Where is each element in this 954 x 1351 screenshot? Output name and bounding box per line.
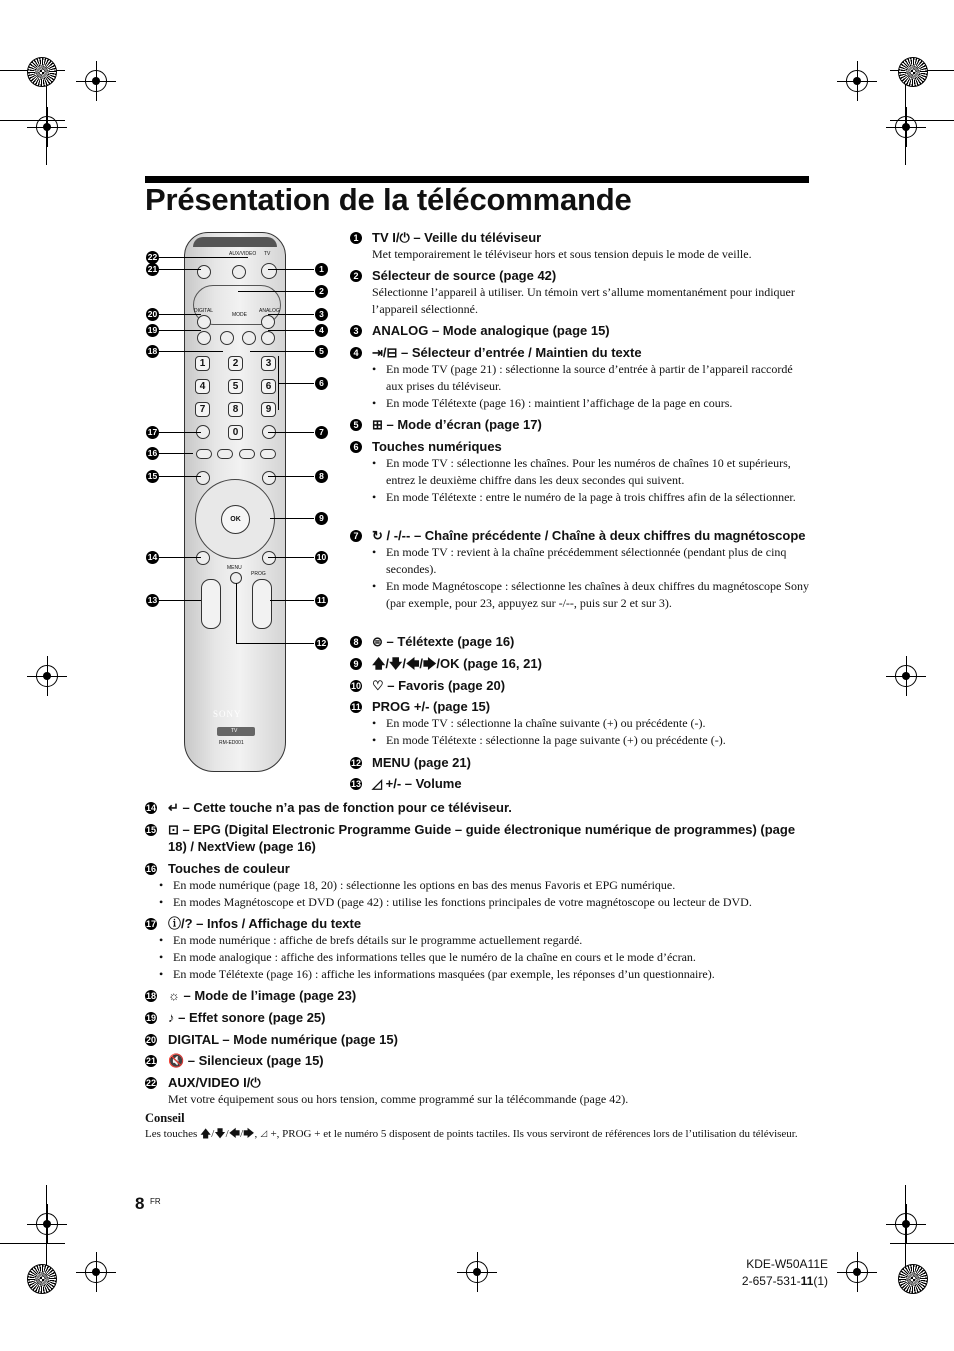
digit-key[interactable]: 9 bbox=[261, 402, 276, 417]
entry-number: 7 bbox=[350, 530, 362, 542]
entry-number: 18 bbox=[145, 991, 156, 1001]
entry-8 bbox=[350, 633, 810, 650]
tip-title: Conseil bbox=[145, 1111, 185, 1125]
remote-label-digital: DIGITAL bbox=[194, 308, 214, 314]
mute-button[interactable] bbox=[197, 265, 211, 279]
entry-heading: Touches numériques bbox=[372, 439, 502, 454]
entry-number: 3 bbox=[350, 325, 362, 337]
entry-20 bbox=[145, 1031, 810, 1048]
callout: 10 bbox=[316, 552, 327, 562]
entry-heading: ↻ / -/-- – Chaîne précédente / Chaîne à deux chiffres du magnétoscope bbox=[372, 528, 806, 543]
remote-label-tv: TV bbox=[264, 251, 271, 257]
entry-bullet: • En mode numérique (page 18, 20) : sélectionne les options en bas des menus Favoris et EPG numérique. bbox=[159, 877, 810, 894]
entry-number: 1 bbox=[350, 232, 362, 244]
entry-number: 10 bbox=[350, 681, 361, 691]
part-code-bold: 11 bbox=[800, 1274, 814, 1288]
callout: 8 bbox=[315, 470, 328, 483]
registration-mark-icon bbox=[846, 1261, 868, 1283]
entry-bullet: • En mode Télétexte : sélectionne la page suivante (+) ou précédente (-). bbox=[372, 732, 810, 749]
callout: 2 bbox=[315, 285, 328, 298]
entry-21 bbox=[145, 1052, 810, 1069]
entry-number: 13 bbox=[350, 779, 361, 789]
remote-tv-badge bbox=[217, 727, 255, 736]
tip-text: Les touches 🡅/🡇/🡄/🡆, ◿ +, PROG + et le numéro 5 disposent de points tactiles. Ils vous serviront de références lors de l’utilisation du téléviseur. bbox=[145, 1128, 798, 1140]
volume-rocker[interactable] bbox=[201, 579, 221, 629]
entry-number: 16 bbox=[145, 864, 156, 874]
callout: 7 bbox=[315, 426, 328, 439]
callout: 13 bbox=[147, 595, 158, 605]
callout: 5 bbox=[315, 345, 328, 358]
entry-9 bbox=[350, 655, 810, 672]
navigation-pad[interactable] bbox=[195, 479, 275, 559]
entry-heading: PROG +/- (page 15) bbox=[372, 699, 491, 714]
entry-1 bbox=[350, 229, 810, 263]
page-language: FR bbox=[150, 1197, 161, 1206]
screen-mode-button[interactable] bbox=[242, 331, 256, 345]
model-info bbox=[742, 1256, 828, 1290]
registration-mark-icon bbox=[895, 1213, 917, 1235]
teletext-button[interactable] bbox=[262, 471, 276, 485]
callout: 14 bbox=[147, 552, 158, 562]
registration-mark-icon bbox=[466, 1261, 488, 1283]
entry-15 bbox=[145, 821, 810, 855]
entry-heading: ANALOG – Mode analogique (page 15) bbox=[372, 323, 610, 338]
entry-2 bbox=[350, 267, 810, 318]
entry-heading: Sélecteur de source (page 42) bbox=[372, 268, 557, 283]
digital-button[interactable] bbox=[197, 315, 211, 329]
entry-number: 21 bbox=[145, 1056, 156, 1066]
entry-19 bbox=[145, 1009, 810, 1026]
registration-star-icon bbox=[898, 57, 928, 87]
entry-13 bbox=[350, 775, 810, 792]
auxvideo-power-button[interactable] bbox=[232, 265, 246, 279]
digit-key[interactable]: 1 bbox=[195, 356, 210, 371]
entry-heading: ↵ – Cette touche n’a pas de fonction pour ce téléviseur. bbox=[168, 800, 512, 815]
model-name: KDE-W50A11E bbox=[746, 1257, 828, 1271]
entry-heading: DIGITAL – Mode numérique (page 15) bbox=[168, 1032, 398, 1047]
entry-body: Met votre équipement sous ou hors tension, comme programmé sur la télécommande (page 42). bbox=[168, 1092, 629, 1106]
callout: 3 bbox=[315, 308, 328, 321]
digit-key[interactable]: 2 bbox=[228, 356, 243, 371]
entry-number: 8 bbox=[350, 636, 362, 648]
color-key-yellow[interactable] bbox=[239, 449, 255, 459]
entry-bullet: • En mode TV : sélectionne les chaînes. Pour les numéros de chaînes 10 et supérieurs, entrez le deuxième chiffre dans les deux secondes qui suivent. bbox=[372, 455, 810, 489]
remote-label-auxvideo: AUX/VIDEO bbox=[229, 251, 257, 257]
callout: 9 bbox=[315, 512, 328, 525]
entry-number: 5 bbox=[350, 419, 362, 431]
remote-label-mode: MODE bbox=[232, 312, 247, 318]
page-title: Présentation de la télécommande bbox=[145, 182, 632, 217]
entry-heading: ⊜ – Télétexte (page 16) bbox=[372, 634, 515, 649]
registration-mark-icon bbox=[85, 70, 107, 92]
page-number: 8 bbox=[135, 1194, 145, 1213]
callout: 16 bbox=[147, 448, 158, 458]
entry-heading: ⇥/⊟ – Sélecteur d’entrée / Maintien du texte bbox=[372, 345, 642, 360]
entry-heading: MENU (page 21) bbox=[372, 755, 471, 770]
digit-key[interactable]: 4 bbox=[195, 379, 210, 394]
entry-bullet: • En mode TV : sélectionne la chaîne suivante (+) ou précédente (-). bbox=[372, 715, 810, 732]
entry-heading: 🔇 – Silencieux (page 15) bbox=[168, 1053, 324, 1068]
remote-label-model: RM-ED001 bbox=[219, 740, 244, 746]
entry-11 bbox=[350, 698, 810, 749]
digit-key[interactable]: 6 bbox=[261, 379, 276, 394]
entry-number: 12 bbox=[350, 758, 361, 768]
ok-button[interactable]: OK bbox=[221, 505, 250, 534]
digit-key[interactable]: 0 bbox=[228, 425, 243, 440]
input-select-button[interactable] bbox=[261, 331, 275, 345]
callout: 20 bbox=[147, 309, 158, 319]
entry-number: 15 bbox=[145, 825, 156, 835]
sound-effect-button[interactable] bbox=[197, 331, 211, 345]
callout: 11 bbox=[317, 595, 326, 605]
callout: 4 bbox=[315, 324, 328, 337]
entry-heading: ⓘ/? – Infos / Affichage du texte bbox=[168, 916, 362, 931]
epg-button[interactable] bbox=[196, 471, 210, 485]
picture-mode-button[interactable] bbox=[220, 331, 234, 345]
entry-bullet: • En mode Télétexte (page 16) : affiche les informations masquées (par exemple, les réponses d’un questionnaire). bbox=[159, 966, 810, 983]
callout: 1 bbox=[315, 263, 328, 276]
entry-bullet: • En mode Télétexte (page 16) : maintient l’affichage de la page en cours. bbox=[372, 395, 810, 412]
entry-bullet: • En mode TV (page 21) : sélectionne la source d’entrée à partir de l’appareil raccordé aux prises du téléviseur. bbox=[372, 361, 810, 395]
registration-mark-icon bbox=[895, 665, 917, 687]
entry-7 bbox=[350, 527, 810, 612]
entry-body: Sélectionne l’appareil à utiliser. Un témoin vert s’allume momentanément pour indiquer l’appareil sélectionné. bbox=[372, 285, 795, 316]
callout: 12 bbox=[316, 638, 327, 648]
favorites-button[interactable] bbox=[262, 551, 276, 565]
part-code-prefix: 2-657-531- bbox=[741, 1274, 801, 1288]
entry-number: 2 bbox=[350, 270, 362, 282]
registration-mark-icon bbox=[846, 70, 868, 92]
callout: 19 bbox=[147, 325, 158, 335]
entry-number: 11 bbox=[351, 702, 361, 712]
entry-4 bbox=[350, 344, 810, 412]
entry-number: 17 bbox=[145, 919, 156, 929]
analog-button[interactable] bbox=[261, 315, 275, 329]
registration-mark-icon bbox=[36, 665, 58, 687]
registration-star-icon bbox=[27, 1264, 57, 1294]
remote-label-analog: ANALOG bbox=[259, 308, 280, 314]
entry-number: 19 bbox=[145, 1013, 156, 1023]
callout: 15 bbox=[147, 471, 158, 481]
registration-star-icon bbox=[898, 1264, 928, 1294]
entry-number: 4 bbox=[350, 347, 362, 359]
entry-17 bbox=[145, 915, 810, 983]
entry-heading: ⊞ – Mode d’écran (page 17) bbox=[372, 417, 542, 432]
registration-mark-icon bbox=[36, 1213, 58, 1235]
entry-heading: TV I/⏻ – Veille du téléviseur bbox=[372, 230, 542, 245]
remote-label-prog: PROG bbox=[251, 571, 266, 577]
entry-bullet: • En mode TV : revient à la chaîne précédemment sélectionnée (pendant plus de cinq secondes). bbox=[372, 544, 810, 578]
entry-heading: 🡅/🡇/🡄/🡆/OK (page 16, 21) bbox=[372, 656, 542, 671]
entry-body: Met temporairement le téléviseur hors et sous tension depuis le mode de veille. bbox=[372, 247, 752, 261]
remote-label-menu: MENU bbox=[227, 565, 242, 571]
callout: 22 bbox=[147, 252, 158, 262]
part-code-suffix: (1) bbox=[813, 1274, 828, 1288]
entry-16 bbox=[145, 860, 810, 911]
tv-power-button[interactable] bbox=[261, 263, 277, 279]
entry-bullet: • En mode Télétexte : entre le numéro de la page à trois chiffres afin de la sélectionner. bbox=[372, 489, 810, 506]
callout: 21 bbox=[147, 264, 158, 274]
entry-bullet: • En mode Magnétoscope : sélectionne les chaînes à deux chiffres du magnétoscope Sony (par exemple, pour 23, appuyez sur -/--, puis sur 2 et sur 3). bbox=[372, 578, 810, 612]
entry-10 bbox=[350, 677, 810, 694]
entry-12 bbox=[350, 754, 810, 771]
entry-bullet: • En mode analogique : affiche des informations telles que le numéro de la chaîne en cours et le mode d’écran. bbox=[159, 949, 810, 966]
entry-22 bbox=[145, 1074, 810, 1108]
part-code bbox=[742, 1273, 828, 1290]
digit-key[interactable]: 7 bbox=[195, 402, 210, 417]
entry-3 bbox=[350, 322, 810, 339]
entry-18 bbox=[145, 987, 810, 1004]
entry-6 bbox=[350, 438, 810, 506]
entry-number: 6 bbox=[350, 441, 362, 453]
digit-key[interactable]: 5 bbox=[228, 379, 243, 394]
entry-bullet: • En mode numérique : affiche de brefs détails sur le programme actuellement regardé. bbox=[159, 932, 810, 949]
digit-key[interactable]: 8 bbox=[228, 402, 243, 417]
entry-heading: ☼ – Mode de l’image (page 23) bbox=[168, 988, 357, 1003]
registration-mark-icon bbox=[85, 1261, 107, 1283]
color-key-blue[interactable] bbox=[260, 449, 276, 459]
remote-brand-logo: SONY bbox=[213, 709, 242, 719]
remote-label-tv-bottom: TV bbox=[231, 728, 238, 734]
registration-mark-icon bbox=[36, 116, 58, 138]
entry-heading: AUX/VIDEO I/⏻ bbox=[168, 1075, 261, 1090]
color-key-red[interactable] bbox=[196, 449, 212, 459]
return-button[interactable] bbox=[196, 551, 210, 565]
entry-heading: ⊡ – EPG (Digital Electronic Programme Guide – guide électronique numérique de programmes) (page 18) / NextView (page 16) bbox=[168, 822, 796, 854]
registration-mark-icon bbox=[895, 116, 917, 138]
entry-heading: ♪ – Effet sonore (page 25) bbox=[168, 1010, 326, 1025]
tip-box bbox=[145, 1111, 810, 1142]
digit-key[interactable]: 3 bbox=[261, 356, 276, 371]
callout: 17 bbox=[147, 427, 158, 437]
entry-number: 14 bbox=[145, 803, 156, 813]
entry-number: 9 bbox=[350, 658, 362, 670]
callout: 6 bbox=[315, 377, 328, 390]
entry-heading: ◿ +/- – Volume bbox=[372, 776, 462, 791]
entry-14 bbox=[145, 799, 810, 816]
entry-heading: Touches de couleur bbox=[168, 861, 290, 876]
entry-number: 22 bbox=[145, 1078, 156, 1088]
remote-body bbox=[184, 232, 286, 772]
prog-rocker[interactable] bbox=[252, 579, 272, 629]
entry-bullet: • En modes Magnétoscope et DVD (page 42) : utilise les fonctions principales de votre magnétoscope ou lecteur de DVD. bbox=[159, 894, 810, 911]
entry-number: 20 bbox=[145, 1035, 156, 1045]
registration-star-icon bbox=[27, 57, 57, 87]
entry-heading: ♡ – Favoris (page 20) bbox=[372, 678, 506, 693]
callout: 18 bbox=[147, 346, 158, 356]
color-key-green[interactable] bbox=[217, 449, 233, 459]
entry-5 bbox=[350, 416, 810, 433]
